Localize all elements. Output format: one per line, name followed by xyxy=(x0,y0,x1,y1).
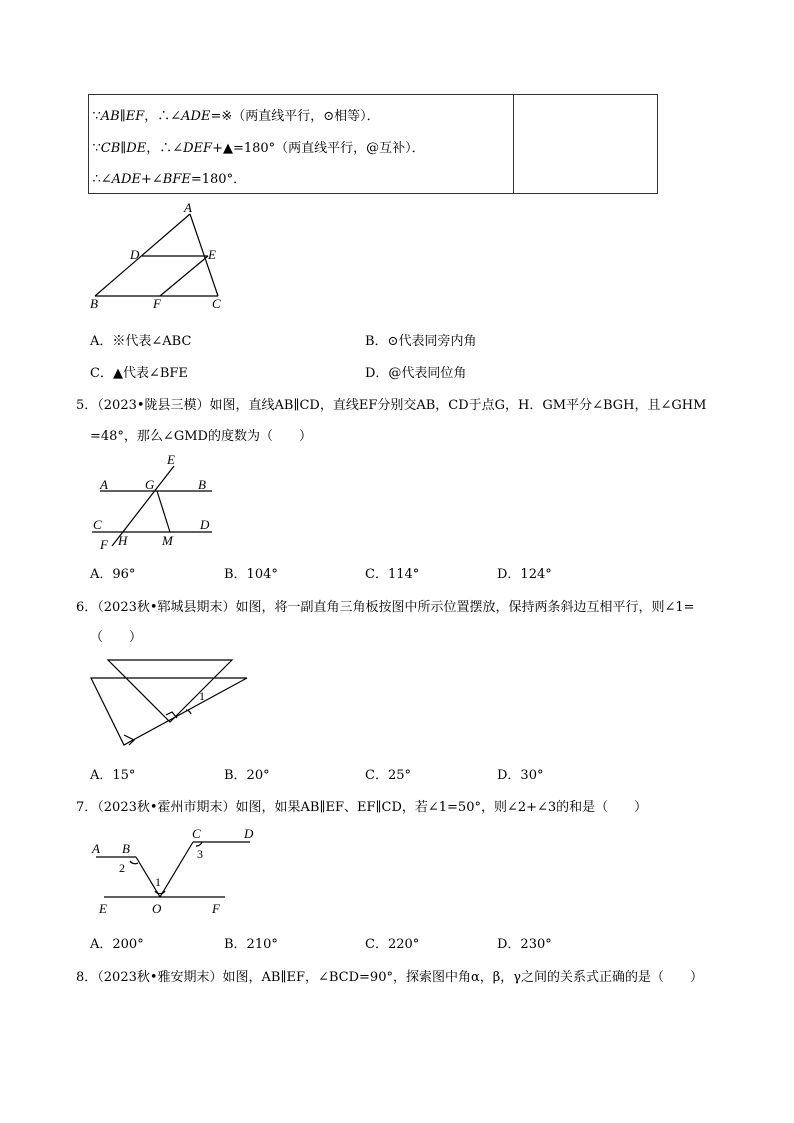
q6-option-c[interactable]: C．25° xyxy=(365,768,411,783)
q7-option-a[interactable]: A．200° xyxy=(90,937,144,952)
q6-option-a[interactable]: A．15° xyxy=(90,768,136,783)
q4-option-a[interactable]: A．※代表∠ABC xyxy=(90,334,192,349)
q5-option-c[interactable]: C．114° xyxy=(365,567,420,582)
fig7-label-c: C xyxy=(192,826,201,841)
fig6-label-1: 1 xyxy=(199,689,205,703)
q7-option-b[interactable]: B．210° xyxy=(224,937,278,952)
q4-option-c[interactable]: C．▲代表∠BFE xyxy=(90,366,188,381)
fig4-label-e: E xyxy=(208,247,216,262)
fig5-label-c: C xyxy=(93,517,102,532)
q5-stem-line-2: =48°，那么∠GMD的度数为（ ） xyxy=(90,429,312,444)
q8-stem: 8．（2023秋•雅安期末）如图，AB∥EF，∠BCD=90°，探索图中角α，β，γ之间的关系式正确的是（ ） xyxy=(76,970,704,985)
q5-option-b[interactable]: B．104° xyxy=(224,567,278,582)
q6-stem-line-1: 6．（2023秋•郓城县期末）如图，将一副直角三角板按图中所示位置摆放，保持两条斜边互相平行，则∠1= xyxy=(76,600,695,615)
q6-option-b[interactable]: B．20° xyxy=(224,768,270,783)
q7-option-d[interactable]: D．230° xyxy=(497,937,552,952)
q7-stem: 7．（2023秋•霍州市期末）如图，如果AB∥EF、EF∥CD，若∠1=50°，则∠2+∠3的和是（ ） xyxy=(76,800,648,815)
fig5-label-d: D xyxy=(200,517,210,532)
fig7-label-3: 3 xyxy=(197,847,203,861)
q4-option-b[interactable]: B．⊙代表同旁内角 xyxy=(365,334,477,349)
fig7-label-a: A xyxy=(92,841,100,856)
fig4-label-b: B xyxy=(90,296,98,311)
fig7-label-2: 2 xyxy=(119,861,125,875)
proof-line-2: ∵CB∥DE，∴∠DEF+▲=180°（两直线平行，@互补）． xyxy=(92,140,425,156)
fig5-label-a: A xyxy=(100,477,108,492)
fig7-label-b: B xyxy=(122,841,130,856)
fig7-label-e: E xyxy=(99,901,107,916)
fig5-label-f: F xyxy=(100,537,108,552)
fig5-label-b: B xyxy=(198,477,206,492)
fig5-label-m: M xyxy=(162,533,173,548)
fig4-label-a: A xyxy=(184,200,192,215)
q5-option-d[interactable]: D．124° xyxy=(497,567,552,582)
fig4-label-c: C xyxy=(212,296,221,311)
proof-line-3: ∴∠ADE+∠BFE=180°． xyxy=(92,171,247,187)
fig4-label-d: D xyxy=(130,247,140,262)
q6-stem-line-2: （ ） xyxy=(90,630,143,645)
fig7-label-1: 1 xyxy=(155,875,161,889)
q7-option-c[interactable]: C．220° xyxy=(365,937,420,952)
q5-stem-line-1: 5．（2023•陇县三模）如图，直线AB∥CD，直线EF分别交AB，CD于点G，H．GM平分∠BGH，且∠GHM xyxy=(76,398,707,413)
fig7-label-o: O xyxy=(152,901,162,916)
fig4-label-f: F xyxy=(153,296,161,311)
q5-option-a[interactable]: A．96° xyxy=(90,567,136,582)
fig5-label-h: H xyxy=(118,533,128,548)
fig7-label-d: D xyxy=(244,826,254,841)
q6-option-d[interactable]: D．30° xyxy=(497,768,544,783)
fig7-label-f: F xyxy=(212,901,220,916)
proof-line-1: ∵AB∥EF，∴∠ADE=※（两直线平行，⊙相等）． xyxy=(92,108,380,124)
fig5-label-g: G xyxy=(145,477,155,492)
fig5-label-e: E xyxy=(167,452,175,467)
q4-option-d[interactable]: D．@代表同位角 xyxy=(365,366,467,381)
